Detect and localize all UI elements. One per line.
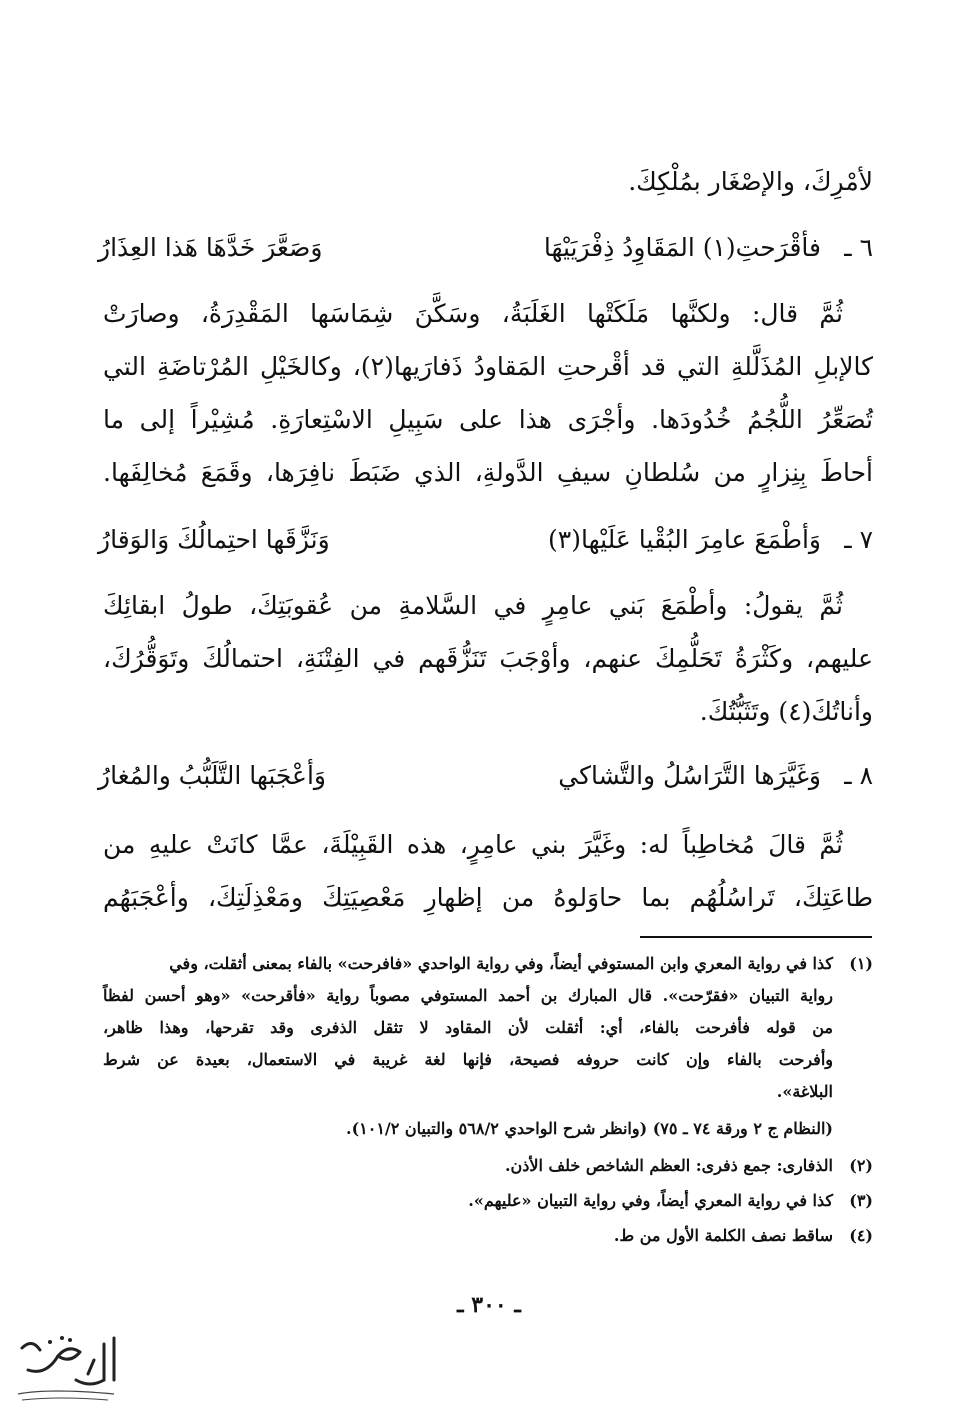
footnote-line: من قوله فأفرحت بالفاء، أي: أثقلت لأن المقاود لا تثقل الذفرى وقد تقرحها، وهذا ظاهر، <box>103 1018 833 1037</box>
commentary-line: تُصَعِّرُ اللُّجُمُ خُدُودَها. وأجْرَى هذا على سَبِيلِ الاسْتِعارَةِ. مُشِيْراً إلى ما <box>103 405 873 434</box>
footnote-line: (النظام ج ٢ ورقة ٧٤ ـ ٧٥) (وانظر شرح الواحدي ٥٦٨/٢ والتبيان ١٠١/٢). <box>346 1119 833 1138</box>
commentary-line: ثُمَّ قالَ مُخاطِباً له: وغَيَّرَ بني عامِرٍ، هذه القَبِيْلَةَ، عمَّا كانَتْ عليهِ من <box>103 830 843 859</box>
commentary-line: وأناتُكَ(٤) وتَثَبُّتُكَ. <box>699 697 873 726</box>
calligraphy-logo <box>10 1330 125 1405</box>
footnote-key: (٣) <box>849 1191 873 1210</box>
commentary-line: عليهم، وكَثْرَةُ تَحَلُّمِكَ عنهم، وأوْجَبَ تَنَزُّقَهم في الفِتْنَةِ، احتمالُكَ وتَوَقُّرُكَ، <box>103 644 873 673</box>
body-line: لأمْرِكَ، والإصْغَار بمُلْكِكَ. <box>628 167 873 196</box>
verse-first-hemistich: فأقْرَحتِ(١) المَقَاوِدُ ذِفْرَيَيْهَا <box>543 233 821 262</box>
footnote-text: الذفارى: جمع ذفرى: العظم الشاخص خلف الأذن. <box>504 1156 833 1175</box>
verse-number: ٧ ـ <box>844 525 873 554</box>
footnote-4 <box>103 1223 873 1249</box>
footnote-line: رواية التبيان «فقرّحت». قال المبارك بن أحمد المستوفي مصوباً رواية «فأقرحت» «وهو أحسن لفظاً <box>103 986 833 1005</box>
verse-7 <box>98 516 873 564</box>
footnote-text: ساقط نصف الكلمة الأول من ط. <box>613 1226 833 1245</box>
commentary-line: كالإبلِ المُذَلَّلةِ التي قد أقْرحتِ المَقاودُ ذَفارَيها(٢)، وكالخَيْلِ المُرْتاضَةِ التي <box>103 352 874 381</box>
footnote-text: كذا في رواية المعري أيضاً، وفي رواية التبيان «عليهم». <box>468 1191 833 1210</box>
page-number: ـ ٣٠٠ ـ <box>457 1292 521 1318</box>
verse-second-hemistich: وَنَزَّقَها احتِمالُكَ وَالوَقارُ <box>98 525 330 554</box>
commentary-line: طاعَتِكَ، تَراسُلُهُم بما حاوَلوهُ من إظهارِ مَعْصِيَتِكَ ومَعْذِلَتِكَ، وأعْجَبَهُم <box>103 883 873 912</box>
verse-6 <box>98 224 873 272</box>
footnote-key: (٤) <box>849 1226 873 1245</box>
verse-number: ٨ ـ <box>844 761 873 790</box>
footnote-line: البلاغة». <box>776 1082 833 1101</box>
verse-8 <box>98 752 873 800</box>
verse-second-hemistich: وَصَعَّرَ خَدَّهَا هَذا العِذَارُ <box>98 233 323 262</box>
calligraphy-logo-icon <box>10 1330 125 1405</box>
footnote-line: وأفرحت بالفاء وإن كانت حروفه فصيحة، فإنها لغة غريبة في الاستعمال، بعيدة عن شرط <box>103 1050 833 1069</box>
verse-first-hemistich: وَأطْمَعَ عامِرَ البُقْيا عَلَيْها(٣) <box>548 525 821 554</box>
commentary-line: ثُمَّ قال: ولكنَّها مَلَكَتْها الغَلَبَةُ، وسَكَّنَ شِمَاسَها المَقْدِرَةُ، وصارَتْ <box>103 299 843 328</box>
footnote-2 <box>103 1153 873 1179</box>
verse-second-hemistich: وَأعْجَبَها التَّلَبُّبُ والمُغارُ <box>98 761 326 790</box>
footnote-separator <box>640 936 872 938</box>
footnote-key: (٢) <box>849 1156 873 1175</box>
footnote-3 <box>103 1188 873 1214</box>
footnote-key: (١) <box>849 954 873 973</box>
verse-number: ٦ ـ <box>844 233 873 262</box>
commentary-line: ثُمَّ يقولُ: وأطْمَعَ بَني عامِرٍ في السَّلامةِ من عُقوبَتِكَ، طولُ ابقائِكَ <box>103 591 843 620</box>
footnote-text: كذا في رواية المعري وابن المستوفي أيضاً، وفي رواية الواحدي «فافرحت» بالفاء بمعنى أثقلت، وفي <box>169 954 833 973</box>
commentary-line: أحاطَ بِنِزارٍ من سُلطانِ سيفِ الدَّولةِ، الذي ضَبَطَ نافِرَها، وقَمَعَ مُخالِفَها. <box>103 458 873 487</box>
footnote-1 <box>103 951 873 977</box>
verse-first-hemistich: وَغَيَّرَها التَّرَاسُلُ والتَّشاكي <box>558 761 821 790</box>
